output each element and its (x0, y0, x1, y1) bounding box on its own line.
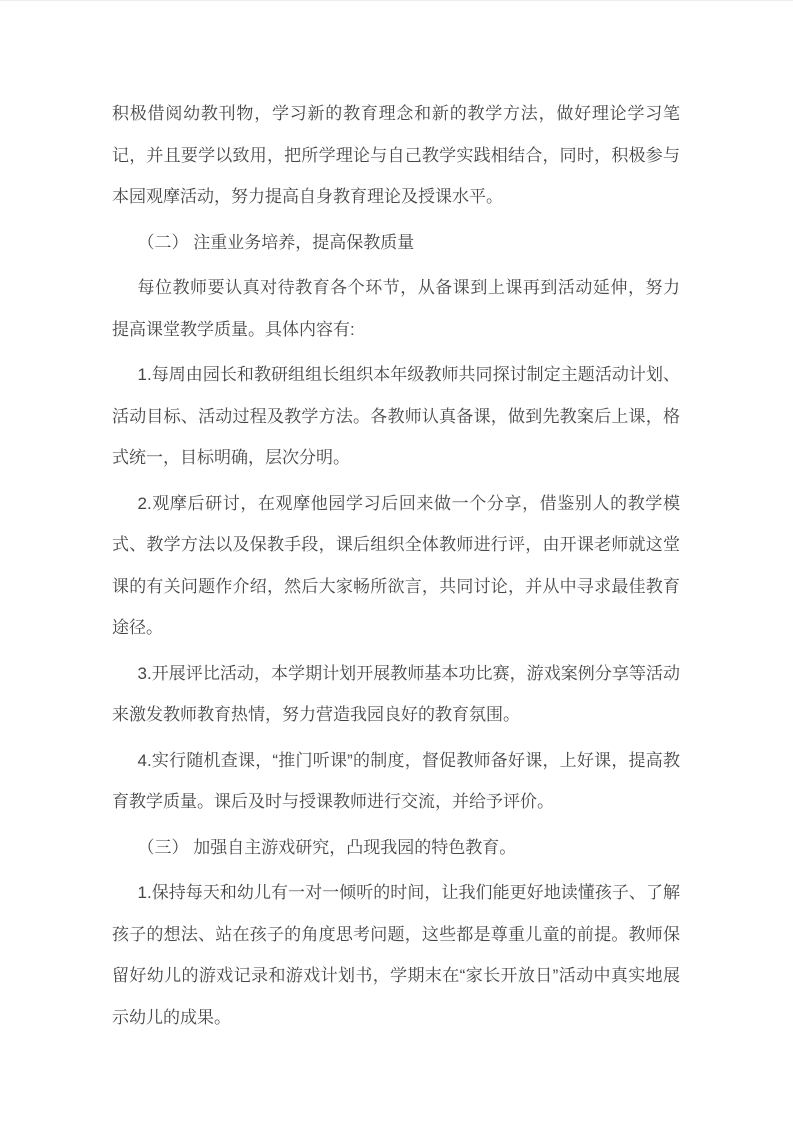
section-heading-three: （三） 加强自主游戏研究，凸现我园的特色教育。 (137, 837, 517, 857)
paragraph-theory-study-continuation: 积极借阅幼教刊物，学习新的教育理念和新的教学方法，做好理论学习笔记，并且要学以致用，把所学理论与自己教学实践相结合，同时，积极参与本园观摩活动，努力提高自身教育理论及授课水平。 (112, 104, 680, 206)
paragraph-section-three-item-1-listening: 1.保持每天和幼儿有一对一倾听的时间，让我们能更好地读懂孩子、了解孩子的想法、站在孩子的角度思考问题，这些都是尊重儿童的前提。教师保留好幼儿的游戏记录和游戏计划书，学期末在“家长开放日”活动中真实地展示幼儿的成果。 (112, 883, 680, 1027)
paragraph-section-two-intro: 每位教师要认真对待教育各个环节，从备课到上课再到活动延伸，努力提高课堂教学质量。具体内容有: (112, 278, 680, 339)
paragraph-item-3-competition-activities: 3.开展评比活动，本学期计划开展教师基本功比赛，游戏案例分享等活动来激发教师教育热情，努力营造我园良好的教育氛围。 (112, 663, 680, 724)
paragraph-item-4-random-class-checks: 4.实行随机查课，“推门听课”的制度，督促教师备好课，上好课，提高教育教学质量。课后及时与授课教师进行交流，并给予评价。 (112, 750, 680, 811)
paragraph-item-1-weekly-planning: 1.每周由园长和教研组组长组织本年级教师共同探讨制定主题活动计划、活动目标、活动过程及教学方法。各教师认真备课，做到先教案后上课，格式统一，目标明确，层次分明。 (112, 365, 680, 467)
paragraph-item-2-observation-discussion: 2.观摩后研讨，在观摩他园学习后回来做一个分享，借鉴别人的教学模式、教学方法以及保教手段，课后组织全体教师进行评，由开课老师就这堂课的有关问题作介绍，然后大家畅所欲言，共同讨论，并从中寻求最佳教育途径。 (112, 493, 680, 637)
section-heading-two: （二） 注重业务培养，提高保教质量 (137, 232, 415, 252)
